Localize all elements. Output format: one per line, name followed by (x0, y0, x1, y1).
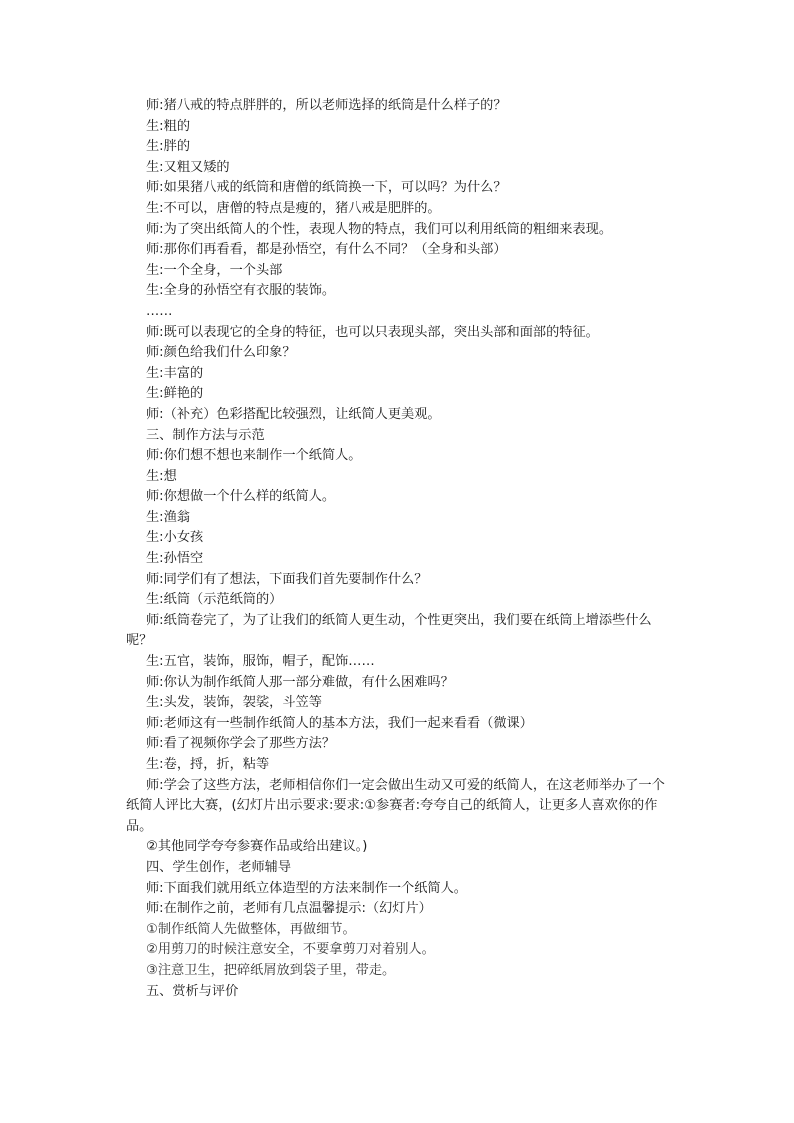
tip-item: ③注意卫生，把碎纸屑放到袋子里，带走。 (146, 962, 396, 978)
text-paragraph: 师:学会了这些方法，老师相信你们一定会做出生动又可爱的纸简人，在这老师举办了一个纸简人评比大赛，(幻灯片出示要求:要求:①参赛者:夸夸自己的纸简人，让更多人喜欢你的作品。 (126, 777, 665, 834)
text-line: ②其他同学夸夸参赛作品或给出建议。) (146, 839, 368, 855)
section-heading: 五、赏析与评价 (146, 983, 239, 999)
text-line: 生:又粗又矮的 (146, 159, 230, 175)
tip-item: ①制作纸简人先做整体，再做细节。 (146, 921, 356, 937)
tip-item: ②用剪刀的时候注意安全，不要拿剪刀对着别人。 (146, 942, 435, 958)
section-heading: 四、学生创作，老师辅导 (146, 859, 292, 875)
text-line: 师:猪八戒的特点胖胖的，所以老师选择的纸筒是什么样子的？ (146, 98, 507, 113)
text-line: 师:看了视频你学会了那些方法？ (146, 736, 336, 752)
text-line: 生:五官，装饰，服饰，帽子，配饰…… (146, 654, 375, 670)
text-line: 生:全身的孙悟空有衣服的装饰。 (146, 283, 336, 299)
text-line: 师:（补充）色彩搭配比较强烈，让纸简人更美观。 (146, 406, 441, 422)
text-line: 师:老师这有一些制作纸简人的基本方法，我们一起来看看（微课） (146, 715, 533, 731)
text-line: 师:下面我们就用纸立体造型的方法来制作一个纸简人。 (146, 880, 467, 896)
text-line: 生:卷，捋，折，粘等 (146, 757, 270, 772)
text-line: 生:纸筒（示范纸筒的） (146, 592, 283, 608)
text-line: 生:鲜艳的 (146, 386, 204, 402)
text-line: 师:那你们再看看，都是孙悟空，有什么不同？（全身和头部） (146, 242, 507, 258)
text-line: 生:一个全身，一个头部 (146, 262, 283, 278)
text-line: 师:你认为制作纸简人那一部分难做，有什么困难吗？ (146, 674, 454, 690)
text-line: 师:在制作之前，老师有几点温馨提示:（幻灯片） (146, 901, 432, 917)
text-line: 生:胖的 (146, 139, 191, 155)
text-line: 师:如果猪八戒的纸筒和唐僧的纸筒换一下，可以吗？为什么？ (146, 180, 507, 196)
section-heading: 三、制作方法与示范 (146, 427, 265, 443)
text-line: 生:丰富的 (146, 365, 204, 381)
text-line: …… (146, 303, 173, 319)
text-line: 生:孙悟空 (146, 551, 204, 567)
text-line: 生:小女孩 (146, 530, 204, 546)
text-line: 师:同学们有了想法，下面我们首先要制作什么？ (146, 571, 428, 587)
text-line: 师:既可以表现它的全身的特征，也可以只表现头部，突出头部和面部的特征。 (146, 324, 599, 340)
text-line: 师:颜色给我们什么印象？ (146, 345, 296, 361)
text-line: 生:粗的 (146, 118, 191, 134)
text-line: 生:渔翁 (146, 509, 191, 525)
document-body (126, 96, 674, 1002)
text-line: 生:不可以，唐僧的特点是瘦的，猪八戒是肥胖的。 (146, 200, 441, 216)
text-line: 生:想 (146, 468, 177, 484)
text-paragraph: 师:纸筒卷完了，为了让我们的纸简人更生动，个性更突出，我们要在纸筒上增添些什么呢？ (126, 612, 652, 649)
text-line: 师:你们想不想也来制作一个纸简人。 (146, 448, 362, 464)
text-line: 生:头发，装饰，袈裟，斗笠等 (146, 695, 322, 711)
text-line: 师:你想做一个什么样的纸简人。 (146, 489, 336, 505)
text-line: 师:为了突出纸简人的个性，表现人物的特点，我们可以利用纸筒的粗细来表现。 (146, 221, 613, 237)
